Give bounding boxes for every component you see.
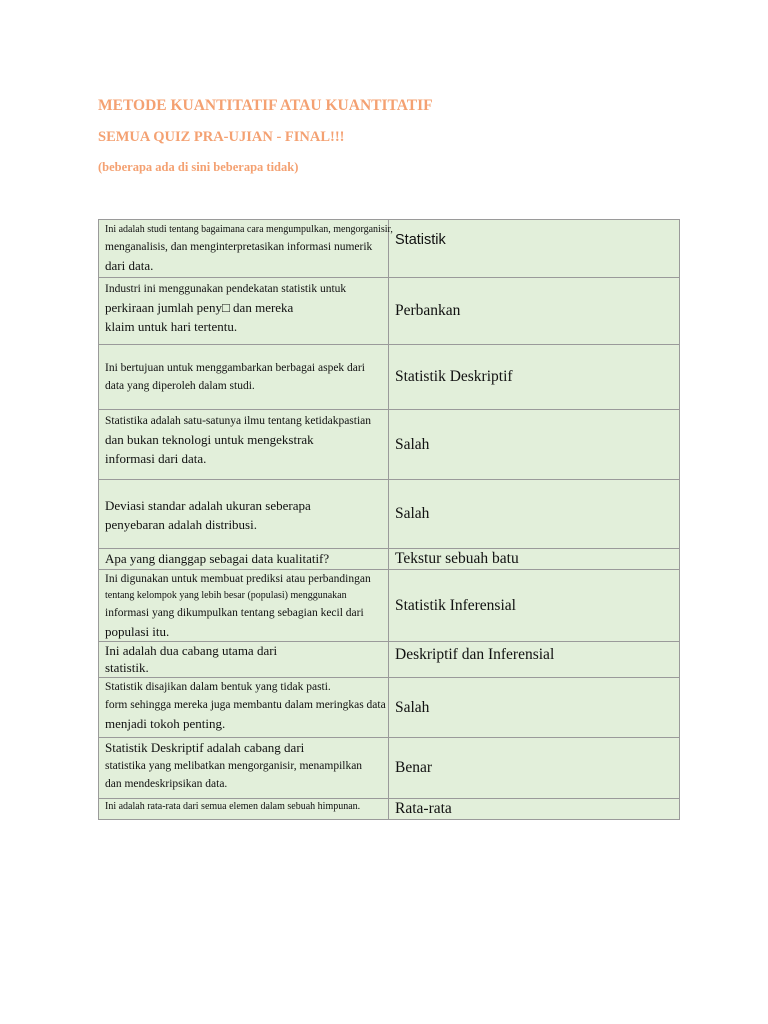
question-line: menganalisis, dan menginterpretasikan informasi numerik xyxy=(105,241,373,253)
question-line: populasi itu. xyxy=(105,624,170,639)
document-subtitle: SEMUA QUIZ PRA-UJIAN - FINAL!!! xyxy=(98,129,345,145)
question-cell xyxy=(99,345,389,409)
question-line: Apa yang dianggap sebagai data kualitatif? xyxy=(105,551,330,566)
answer-cell: Statistik Inferensial xyxy=(395,596,516,614)
question-line: klaim untuk hari tertentu. xyxy=(105,319,238,334)
question-cell xyxy=(99,642,389,677)
question-line: dan mendeskripsikan data. xyxy=(105,778,228,790)
quiz-row xyxy=(99,480,679,549)
question-line: perkiraan jumlah peny□ dan mereka xyxy=(105,300,294,315)
quiz-row xyxy=(99,345,679,410)
question-cell xyxy=(99,570,389,641)
question-cell xyxy=(99,220,393,277)
answer-cell: Deskriptif dan Inferensial xyxy=(395,646,555,663)
question-line: Ini adalah studi tentang bagaimana cara mengumpulkan, mengorganisir, xyxy=(105,224,393,235)
question-line: Ini adalah dua cabang utama dari xyxy=(105,643,278,658)
question-line: dari data. xyxy=(105,258,154,273)
question-line: informasi dari data. xyxy=(105,451,207,466)
answer-cell: Salah xyxy=(395,435,430,453)
question-cell xyxy=(99,799,389,819)
answer-cell: Salah xyxy=(395,505,430,522)
quiz-row xyxy=(99,220,679,278)
answer-cell: Statistik Deskriptif xyxy=(395,368,513,385)
question-line: form sehingga mereka juga membantu dalam meringkas data xyxy=(105,699,386,711)
question-cell xyxy=(99,549,389,569)
quiz-row xyxy=(99,799,679,819)
quiz-row xyxy=(99,549,679,570)
question-cell xyxy=(99,410,389,479)
question-line: Ini adalah rata-rata dari semua elemen dalam sebuah himpunan. xyxy=(105,801,361,812)
quiz-row xyxy=(99,738,679,799)
question-line: statistik. xyxy=(105,660,149,675)
quiz-row xyxy=(99,570,679,642)
document-note: (beberapa ada di sini beberapa tidak) xyxy=(98,160,299,174)
question-line: informasi yang dikumpulkan tentang sebagian kecil dari xyxy=(105,607,364,619)
question-line: statistika yang melibatkan mengorganisir, menampilkan xyxy=(105,760,363,772)
question-line: Statistika adalah satu-satunya ilmu tentang ketidakpastian xyxy=(105,415,372,427)
quiz-row xyxy=(99,410,679,480)
question-cell xyxy=(99,738,389,798)
question-cell xyxy=(99,678,389,737)
quiz-row xyxy=(99,678,679,738)
quiz-table xyxy=(98,219,680,820)
question-line: penyebaran adalah distribusi. xyxy=(105,517,257,532)
answer-cell: Benar xyxy=(395,759,433,776)
question-line: Ini bertujuan untuk menggambarkan berbagai aspek dari xyxy=(105,362,365,374)
question-line: menjadi tokoh penting. xyxy=(105,716,226,731)
question-line: Statistik Deskriptif adalah cabang dari xyxy=(105,740,305,755)
question-line: data yang diperoleh dalam studi. xyxy=(105,380,255,392)
answer-cell: Statistik xyxy=(395,232,446,248)
question-line: Industri ini menggunakan pendekatan statistik untuk xyxy=(105,283,347,295)
question-line: Deviasi standar adalah ukuran seberapa xyxy=(105,498,311,513)
document-title: METODE KUANTITATIF ATAU KUANTITATIF xyxy=(98,97,433,114)
answer-cell: Salah xyxy=(395,698,430,716)
question-line: dan bukan teknologi untuk mengekstrak xyxy=(105,432,314,447)
question-line: Statistik disajikan dalam bentuk yang tidak pasti. xyxy=(105,681,331,693)
answer-cell: Rata-rata xyxy=(395,800,452,817)
quiz-row xyxy=(99,278,679,345)
question-cell xyxy=(99,480,389,548)
question-line: Ini digunakan untuk membuat prediksi atau perbandingan xyxy=(105,573,371,585)
answer-cell: Tekstur sebuah batu xyxy=(395,550,519,567)
answer-cell: Perbankan xyxy=(395,302,461,319)
question-cell xyxy=(99,278,389,344)
quiz-row xyxy=(99,642,679,678)
question-line: tentang kelompok yang lebih besar (populasi) menggunakan xyxy=(105,590,347,601)
